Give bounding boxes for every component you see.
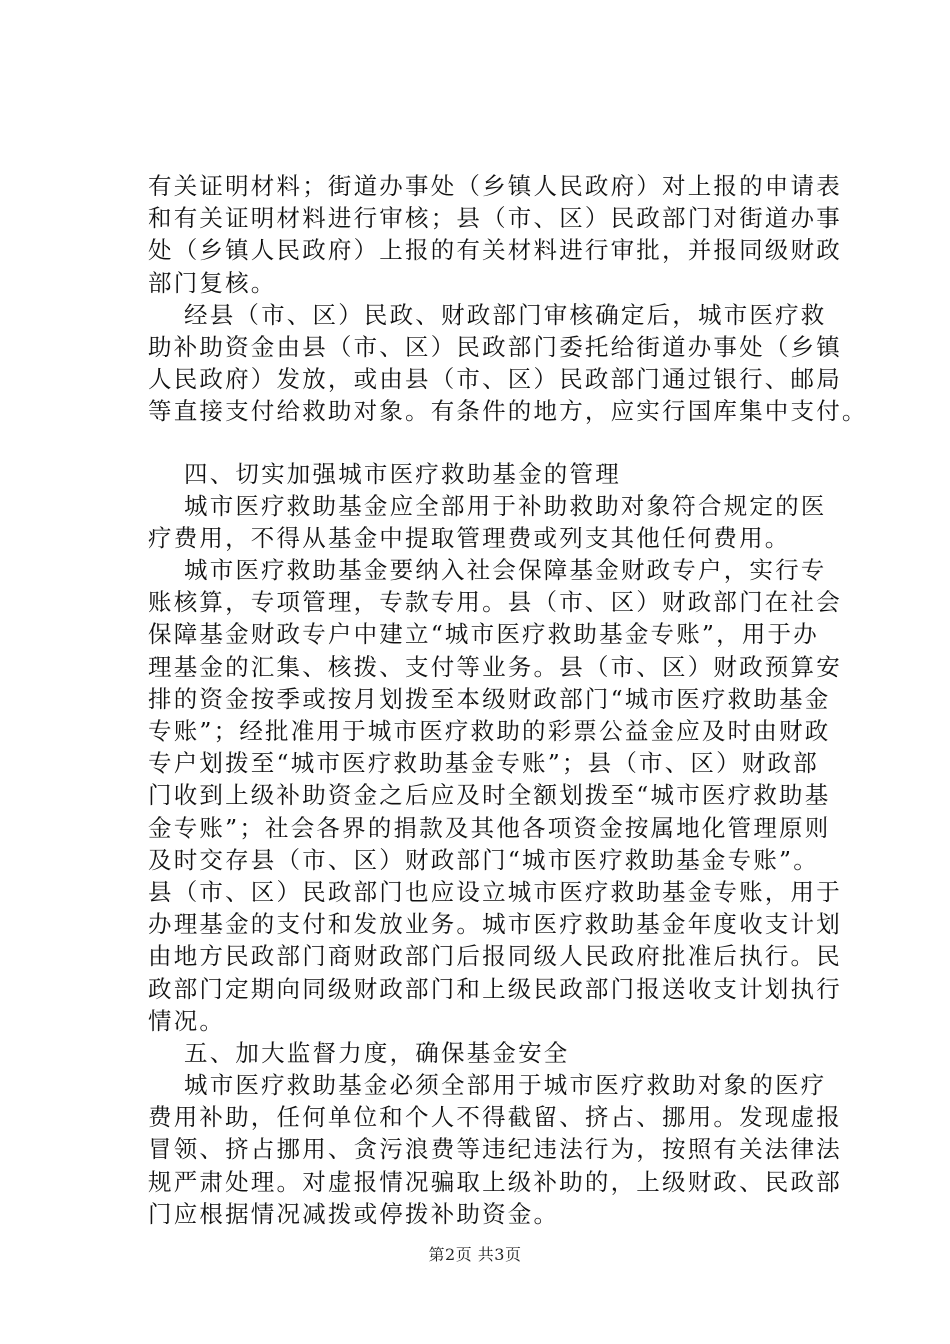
document-body (148, 170, 868, 1230)
text-line: 费用补助，任何单位和个人不得截留、挤占、挪用。发现虚报 (148, 1103, 842, 1132)
text-line: 账核算，专项管理，专款专用。县（市、区）财政部门在社会 (148, 588, 842, 617)
text-line: 排的资金按季或按月划拨至本级财政部门“城市医疗救助基金 (148, 684, 831, 713)
text-line: 专账”；经批准用于城市医疗救助的彩票公益金应及时由财政 (148, 717, 831, 745)
text-line: 冒领、挤占挪用、贪污浪费等违纪违法行为，按照有关法律法 (148, 1135, 842, 1164)
text-line: 门收到上级补助资金之后应及时全额划拨至“城市医疗救助基 (148, 781, 831, 810)
text-line: 人民政府）发放，或由县（市、区）民政部门通过银行、邮局 (148, 365, 842, 394)
section-heading-4: 四、切实加强城市医疗救助基金的管理 (184, 459, 621, 488)
text-line: 金专账”；社会各界的捐款及其他各项资金按属地化管理原则 (148, 813, 831, 842)
paragraph-approval-process (148, 170, 848, 299)
text-line: 城市医疗救助基金要纳入社会保障基金财政专户，实行专 (184, 556, 827, 585)
paragraph-fund-account (148, 554, 848, 1037)
text-line: 经县（市、区）民政、财政部门审核确定后，城市医疗救 (184, 300, 827, 329)
paragraph-fund-usage (148, 490, 848, 554)
text-line: 城市医疗救助基金应全部用于补助救助对象符合规定的医 (184, 491, 827, 520)
paragraph-gap (148, 428, 848, 458)
text-line: 政部门定期向同级财政部门和上级民政部门报送收支计划执行 (148, 974, 842, 1003)
text-line: 处（乡镇人民政府）上报的有关材料进行审批，并报同级财政 (148, 236, 842, 265)
text-line: 门应根据情况减拨或停拨补助资金。 (148, 1199, 560, 1228)
text-line: 城市医疗救助基金必须全部用于城市医疗救助对象的医疗 (184, 1071, 827, 1100)
text-line: 助补助资金由县（市、区）民政部门委托给街道办事处（乡镇 (148, 332, 842, 361)
section-heading-5: 五、加大监督力度，确保基金安全 (184, 1038, 570, 1067)
text-line: 和有关证明材料进行审核；县（市、区）民政部门对街道办事 (148, 204, 842, 233)
text-line: 及时交存县（市、区）财政部门“城市医疗救助基金专账”。 (148, 845, 819, 874)
text-line: 情况。 (148, 1006, 226, 1035)
text-line: 县（市、区）民政部门也应设立城市医疗救助基金专账，用于 (148, 877, 842, 906)
text-line: 部门复核。 (148, 268, 277, 297)
text-line: 由地方民政部门商财政部门后报同级人民政府批准后执行。民 (148, 942, 842, 971)
paragraph-supervision (148, 1069, 848, 1230)
text-line: 规严肃处理。对虚报情况骗取上级补助的，上级财政、民政部 (148, 1167, 842, 1196)
paragraph-fund-payment (148, 299, 868, 428)
text-line: 保障基金财政专户中建立“城市医疗救助基金专账”，用于办 (148, 620, 819, 649)
page-number: 第2页 共3页 (428, 1245, 522, 1264)
text-line: 理基金的汇集、核拨、支付等业务。县（市、区）财政预算安 (148, 652, 842, 681)
text-line: 专户划拨至“城市医疗救助基金专账”；县（市、区）财政部 (148, 749, 819, 778)
text-line: 疗费用，不得从基金中提取管理费或列支其他任何费用。 (148, 523, 791, 552)
text-line: 办理基金的支付和发放业务。城市医疗救助基金年度收支计划 (148, 910, 842, 939)
text-line: 有关证明材料；街道办事处（乡镇人民政府）对上报的申请表 (148, 172, 842, 200)
text-line: 等直接支付给救助对象。有条件的地方，应实行国库集中支付。 (148, 397, 868, 426)
